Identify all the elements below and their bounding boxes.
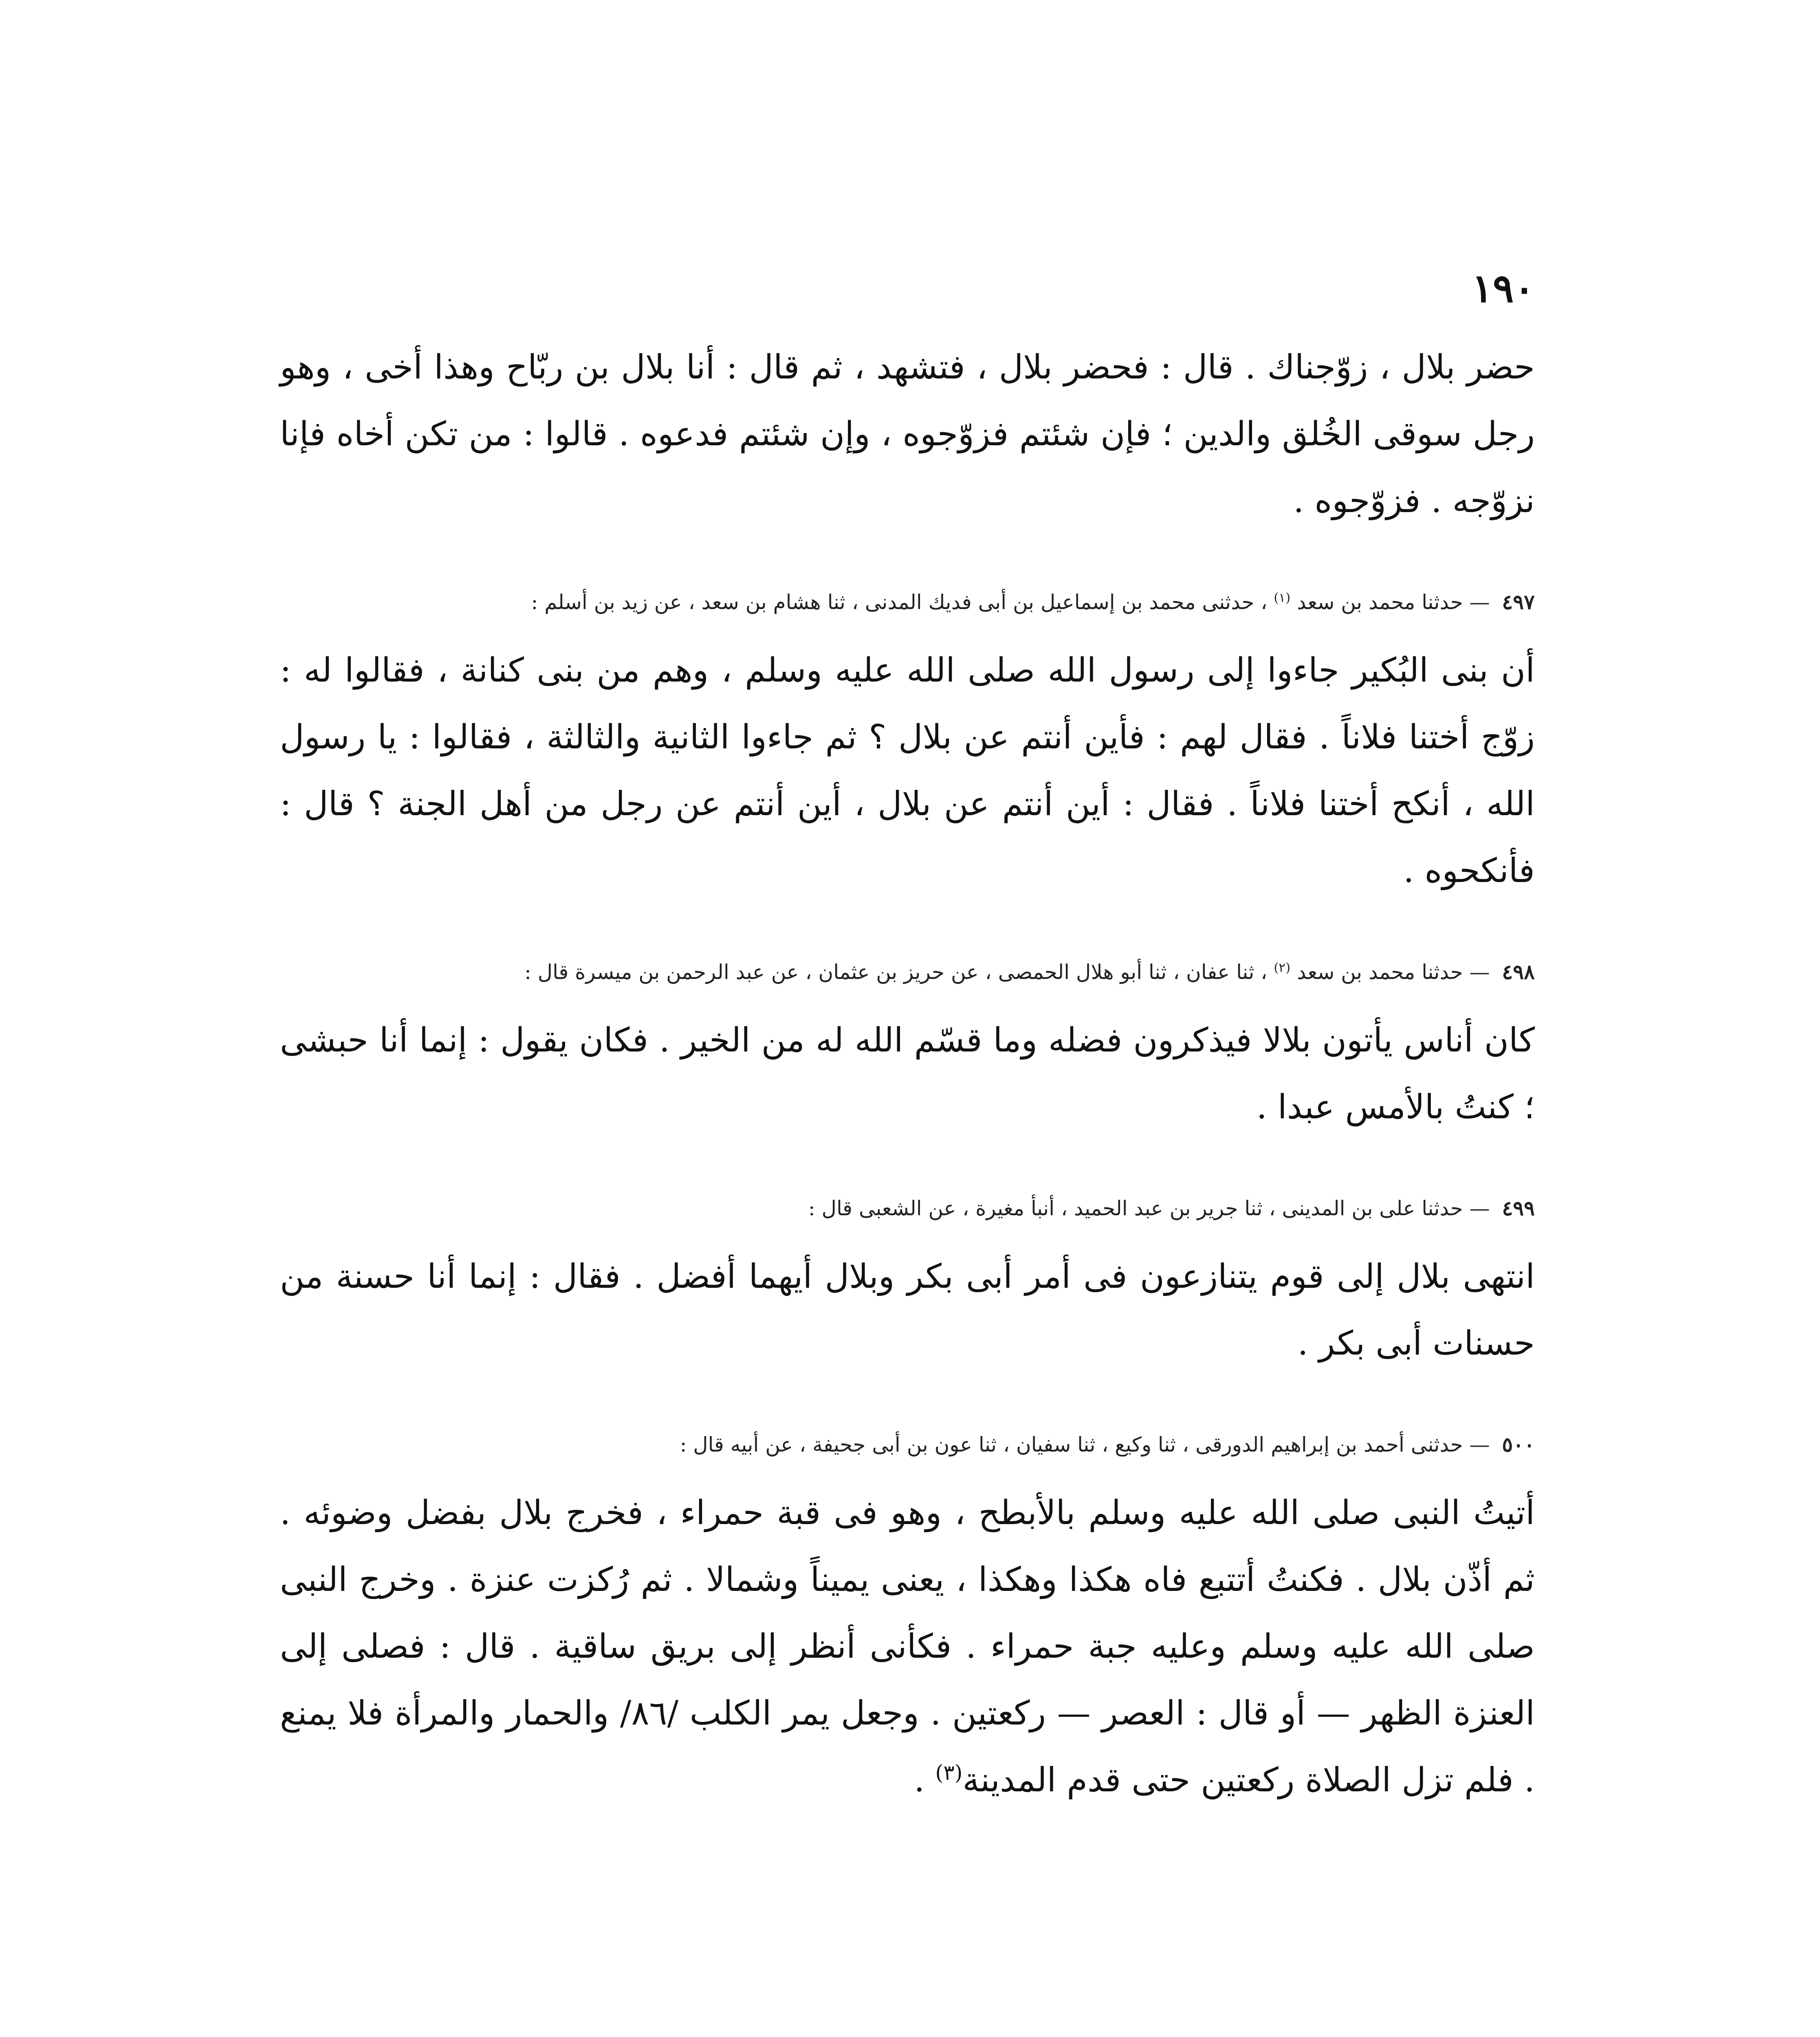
page-number: ١٩٠	[1472, 265, 1535, 311]
hadith-text-body: أتيتُ النبى صلى الله عليه وسلم بالأبطح ، وهو فى قبة حمراء ، فخرج بلال بفضل وضوئه . ثم أذّن بلال . فكنتُ أتتبع فاه هكذا وهكذا ، يعنى يميناً وشمالا . ثم رُكزت عنزة . وخرج النبى صلى الله عليه وسلم وعليه جبة حمراء . فكأنى أنظر إلى بريق ساقية . قال : فصلى إلى العنزة الظهر — أو قال : العصر — ركعتين . وجعل يمر الكلب /٨٦/ والحمار والمرأة فلا يمنع . فلم تزل الصلاة ركعتين حتى قدم المدينة	[280, 1494, 1535, 1799]
isnad-text: — حدثنا محمد بن سعد	[1297, 590, 1490, 614]
continuation-paragraph: حضر بلال ، زوّجناك . قال : فحضر بلال ، فتشهد ، ثم قال : أنا بلال بن ربّاح وهذا أخى ، وهو رجل سوقى الخُلق والدين ؛ فإن شئتم فزوّجوه ، وإن شئتم فدعوه . قالوا : من تكن أخاه فإنا نزوّجه . فزوّجوه .	[280, 348, 1535, 520]
isnad-text: — حدثنى أحمد بن إبراهيم الدورقى ، ثنا وكيع ، ثنا سفيان ، ثنا عون بن أبى جحيفة ، عن أبيه قال :	[680, 1433, 1490, 1456]
hadith-text: كان أناس يأتون بلالا فيذكرون فضله وما قسّم الله له من الخير . فكان يقول : إنما أنا حبشى ؛ كنتُ بالأمس عبدا .	[280, 1021, 1535, 1126]
hadith-entry-498	[280, 953, 1535, 1141]
hadith-text	[280, 1480, 1535, 1814]
hadith-entry-499	[280, 1190, 1535, 1377]
footnote-ref: (٢)	[1274, 960, 1291, 975]
hadith-text-end: .	[914, 1761, 925, 1799]
isnad-text: ، ثنا عفان ، ثنا أبو هلال الحمصى ، عن حريز بن عثمان ، عن عبد الرحمن بن ميسرة قال :	[524, 960, 1268, 984]
isnad-text: ، حدثنى محمد بن إسماعيل بن أبى فديك المدنى ، ثنا هشام بن سعد ، عن زيد بن أسلم :	[531, 590, 1268, 614]
footnote-ref: (١)	[1274, 590, 1291, 605]
isnad	[280, 583, 1535, 621]
hadith-number: ٥٠٠	[1502, 1432, 1535, 1456]
hadith-text: انتهى بلال إلى قوم يتنازعون فى أمر أبى بكر وبلال أيهما أفضل . فقال : إنما أنا حسنة من حسنات أبى بكر .	[280, 1257, 1535, 1363]
isnad	[280, 1190, 1535, 1227]
hadith-number: ٤٩٧	[1502, 590, 1535, 614]
hadith-text: أن بنى البُكير جاءوا إلى رسول الله صلى الله عليه وسلم ، وهم من بنى كنانة ، فقالوا له : زوّج أختنا فلاناً . فقال لهم : فأين أنتم عن بلال ؟ ثم جاءوا الثانية والثالثة ، فقالوا : يا رسول الله ، أنكح أختنا فلاناً . فقال : أين أنتم عن بلال ، أين أنتم عن رجل من أهل الجنة ؟ قال : فأنكحوه .	[280, 651, 1535, 890]
hadith-entry-497	[280, 583, 1535, 904]
hadith-number: ٤٩٨	[1502, 960, 1535, 984]
isnad-text: — حدثنا على بن المدينى ، ثنا جرير بن عبد الحميد ، أنبأ مغيرة ، عن الشعبى قال :	[808, 1197, 1490, 1220]
footnote-ref: (٣)	[935, 1760, 963, 1785]
hadith-number: ٤٩٩	[1502, 1196, 1535, 1220]
isnad-text: — حدثنا محمد بن سعد	[1297, 960, 1490, 984]
isnad	[280, 1426, 1535, 1463]
hadith-entry-500	[280, 1426, 1535, 1814]
page-body	[280, 334, 1535, 1814]
isnad	[280, 953, 1535, 991]
